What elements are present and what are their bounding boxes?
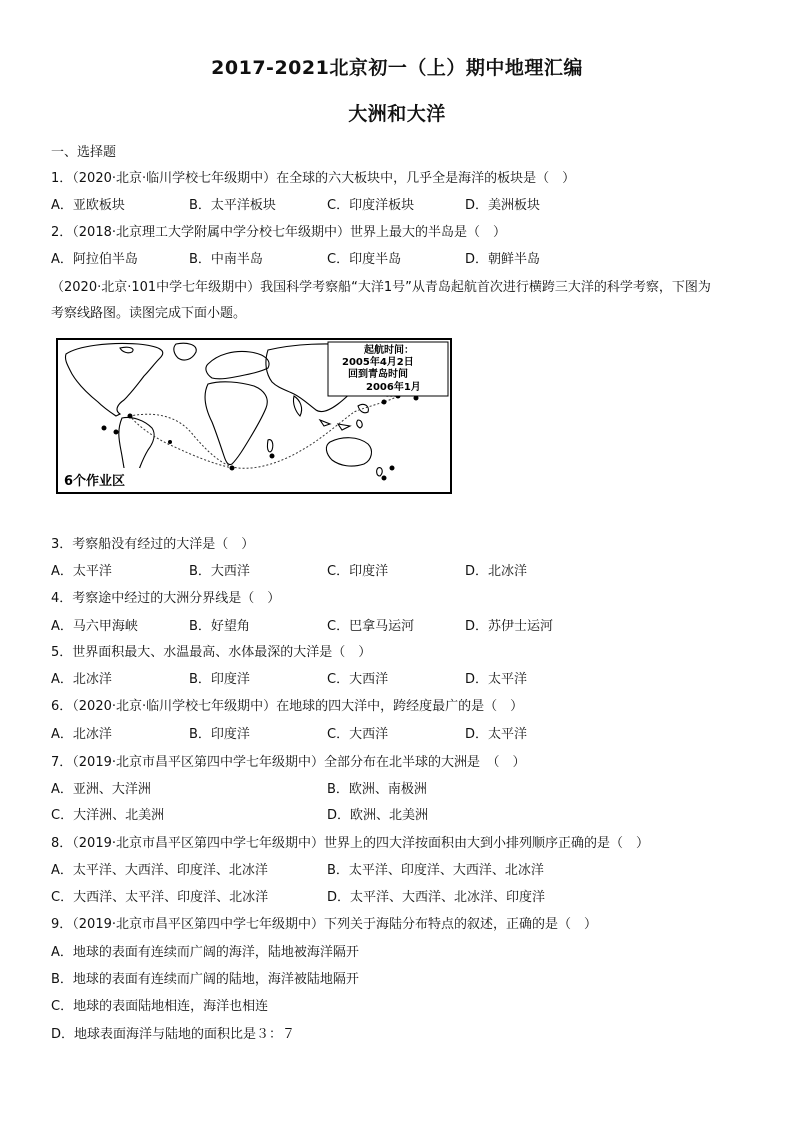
question-4-option-c[interactable]: C．巴拿马运河 — [327, 619, 415, 634]
question-2-text: 2．（2018·北京理工大学附属中学分校七年级期中）世界上最大的半岛是（ ） — [51, 225, 506, 240]
greenland-shape — [174, 343, 196, 360]
question-5-option-b[interactable]: B．印度洋 — [189, 672, 250, 687]
route-map-graphic — [58, 340, 450, 492]
question-9-option-a[interactable]: A．地球的表面有连续而广阔的海洋，陆地被海洋隔开 — [51, 945, 359, 960]
australia-shape — [326, 438, 371, 466]
question-2-option-c[interactable]: C．印度半岛 — [327, 252, 402, 267]
question-7-text: 7．（2019·北京市昌平区第四中学七年级期中）全部分布在北半球的大洲是 （ ） — [51, 755, 526, 770]
question-8-option-a[interactable]: A．太平洋、大西洋、印度洋、北冰洋 — [51, 863, 268, 878]
document-subtitle: 大洲和大洋 — [348, 103, 446, 125]
question-8-option-b[interactable]: B．太平洋、印度洋、大西洋、北冰洋 — [327, 863, 544, 878]
question-4-option-d[interactable]: D．苏伊士运河 — [465, 619, 554, 634]
question-5-option-a[interactable]: A．北冰洋 — [51, 672, 112, 687]
question-6-option-a[interactable]: A．北冰洋 — [51, 727, 112, 742]
question-1-option-c[interactable]: C．印度洋板块 — [327, 198, 415, 213]
north-america-shape — [65, 343, 162, 416]
question-5-text: 5．世界面积最大、水温最高、水体最深的大洋是（ ） — [51, 645, 372, 660]
question-7-option-c[interactable]: C．大洋洲、北美洲 — [51, 808, 165, 823]
context-line-1: （2020·北京·101中学七年级期中）我国科学考察船“大洋1号”从青岛起航首次进行横跨三大洋的科学考察，下图为 — [51, 280, 711, 295]
route-map — [56, 338, 452, 494]
question-2-option-b[interactable]: B．中南半岛 — [189, 252, 263, 267]
start-date: 2005年4月2日 — [342, 357, 414, 368]
question-8-text: 8．（2019·北京市昌平区第四中学七年级期中）世界上的四大洋按面积由大到小排列顺序正确的是（ ） — [51, 836, 649, 851]
europe-shape — [206, 352, 269, 379]
africa-shape — [205, 382, 267, 465]
question-1-option-b[interactable]: B．太平洋板块 — [189, 198, 276, 213]
question-8-option-c[interactable]: C．大西洋、太平洋、印度洋、北冰洋 — [51, 890, 269, 905]
question-5-option-c[interactable]: C．大西洋 — [327, 672, 389, 687]
question-7-option-b[interactable]: B．欧洲、南极洲 — [327, 782, 427, 797]
question-7-option-a[interactable]: A．亚洲、大洋洲 — [51, 782, 151, 797]
question-1-text: 1．（2020·北京·临川学校七年级期中）在全球的六大板块中，几乎全是海洋的板块是（ ） — [51, 171, 576, 186]
work-zones-label: 6个作业区 — [64, 474, 126, 489]
question-5-option-d[interactable]: D．太平洋 — [465, 672, 528, 687]
context-line-2: 考察线路图。读图完成下面小题。 — [51, 306, 247, 321]
section-heading: 一、选择题 — [51, 145, 117, 160]
question-6-option-d[interactable]: D．太平洋 — [465, 727, 528, 742]
return-date: 2006年1月 — [366, 382, 421, 393]
question-9-option-c[interactable]: C．地球的表面陆地相连，海洋也相连 — [51, 999, 269, 1014]
question-7-option-d[interactable]: D．欧洲、北美洲 — [327, 808, 429, 823]
question-9-text: 9．（2019·北京市昌平区第四中学七年级期中）下列关于海陆分布特点的叙述，正确的是（ ） — [51, 917, 597, 932]
question-3-text: 3．考察船没有经过的大洋是（ ） — [51, 537, 255, 552]
question-6-text: 6．（2020·北京·临川学校七年级期中）在地球的四大洋中，跨经度最广的是（ ） — [51, 699, 524, 714]
return-time-label: 回到青岛时间 — [348, 369, 408, 380]
question-3-option-d[interactable]: D．北冰洋 — [465, 564, 528, 579]
question-2-option-d[interactable]: D．朝鲜半岛 — [465, 252, 541, 267]
question-9-option-b[interactable]: B．地球的表面有连续而广阔的陆地，海洋被陆地隔开 — [51, 972, 359, 987]
question-6-option-b[interactable]: B．印度洋 — [189, 727, 250, 742]
question-3-option-b[interactable]: B．大西洋 — [189, 564, 250, 579]
question-3-option-c[interactable]: C．印度洋 — [327, 564, 389, 579]
document-title: 2017-2021北京初一（上）期中地理汇编 — [211, 57, 583, 79]
question-3-option-a[interactable]: A．太平洋 — [51, 564, 112, 579]
question-4-text: 4．考察途中经过的大洲分界线是（ ） — [51, 591, 281, 606]
question-2-option-a[interactable]: A．阿拉伯半岛 — [51, 252, 138, 267]
question-6-option-c[interactable]: C．大西洋 — [327, 727, 389, 742]
question-4-option-a[interactable]: A．马六甲海峡 — [51, 619, 138, 634]
question-9-option-d[interactable]: D．地球表面海洋与陆地的面积比是３：７ — [51, 1027, 296, 1042]
question-1-option-a[interactable]: A．亚欧板块 — [51, 198, 125, 213]
question-8-option-d[interactable]: D．太平洋、大西洋、北冰洋、印度洋 — [327, 890, 546, 905]
question-4-option-b[interactable]: B．好望角 — [189, 619, 250, 634]
question-1-option-d[interactable]: D．美洲板块 — [465, 198, 541, 213]
start-time-label: 起航时间： — [364, 345, 414, 356]
